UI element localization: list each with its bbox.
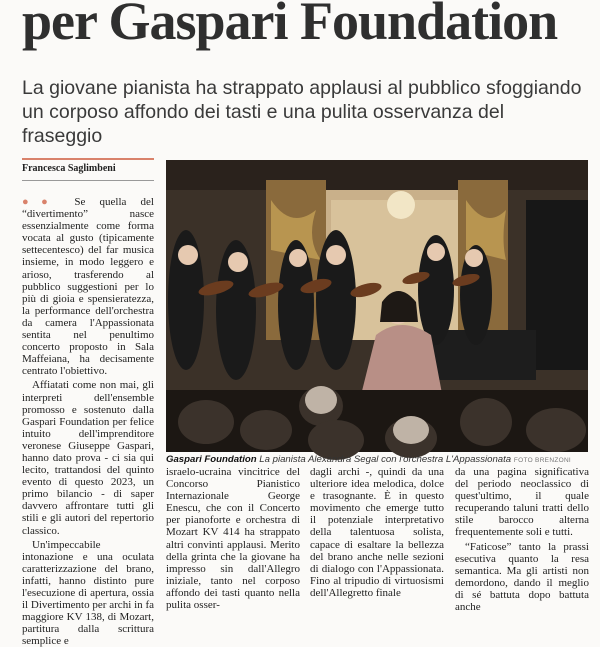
article-paragraph: “Faticose” tanto la prassi esecutiva quanto la resa semantica. Ma gli artisti non demordono, dando il meglio di sé battuta dopo battuta anche xyxy=(455,540,589,614)
headline: per Gaspari Foundation xyxy=(22,0,558,51)
byline-divider xyxy=(22,180,154,181)
section-bullet-icon: ●● xyxy=(22,196,61,208)
article-paragraph: Un'impeccabile intonazione e una oculata caratterizzazione del brano, infatti, hanno distinto pure l'esecuzione di apertura, ossia il Divertimento per archi in fa maggiore KV 138, di Mozart, partitura dalla scrittura semplice e xyxy=(22,538,154,647)
article-paragraph: ●● Se quella del “divertimento” nasce essenzialmente come forma vocata al gusto (tipicamente settecentesco) del far musica insieme, in modo leggero e arioso, trasferendo al pubblico suggestioni per lo più di gioia e spensieratezza, la performance dell'orchestra da camera l'Appassionata sentita nel penultimo concerto proposto in Sala Maffeiana, ha decisamente centrato l'obiettivo. xyxy=(22,196,154,378)
article-column-3 xyxy=(310,466,444,600)
subheadline: La giovane pianista ha strappato applausi al pubblico sfoggiando un corposo affondo dei tasti e una pulita osservanza del fraseggio xyxy=(22,77,582,147)
article-column-1 xyxy=(22,196,154,647)
photo-caption xyxy=(166,454,588,466)
article-column-4 xyxy=(455,466,589,614)
photo-credit: FOTO BRENZONI xyxy=(513,457,572,464)
byline-accent-rule xyxy=(22,158,154,160)
byline: Francesca Saglimbeni xyxy=(22,163,116,174)
article-paragraph: dagli archi -, quindi da una ulteriore idea melodica, dolce e trasognante. È in questo movimento che emerge tutto il potenziale interpretativo della talentuosa solista, capace di esaltare la bellezza del brano anche nelle sezioni di dialogo con l'Appassionata. Fino al tripudio di virtuosismi dell'Allegretto finale xyxy=(310,466,444,599)
caption-text: La pianista Alexandra Segal con l'orchestra L'Appassionata xyxy=(259,454,512,465)
concert-photo xyxy=(166,160,588,452)
article-column-2 xyxy=(166,466,300,612)
article-paragraph: Affiatati come non mai, gli interpreti dell'ensemble promosso e sostenuto dalla Gaspari Foundation per felice intuito dell'imprenditore veronese Giuseppe Gaspari, hanno dato prova - ci sia qui lecito, trattandosi del quinto evento di questo 2023, un primo bilancio - di saper davvero affrontare tutti gli stili e gli autori del repertorio classico. xyxy=(22,379,154,537)
article-paragraph: israelo-ucraina vincitrice del Concorso Pianistico Internazionale George Enescu, che con il Concerto per pianoforte e orchestra di Mozart KV 414 ha strappato altri convinti applausi. Merito della grinta che la giovane ha impresso sin dall'Allegro iniziale, tanto nel corposo affondo dei tasti quanto nella pulita osser- xyxy=(166,466,300,612)
article-paragraph: da una pagina significativa del periodo neoclassico di quest'ultimo, il quale recuperando taluni tratti dello stile barocco alterna frequentemente soli e tutti. xyxy=(455,466,589,539)
caption-tag: Gaspari Foundation xyxy=(166,454,257,465)
